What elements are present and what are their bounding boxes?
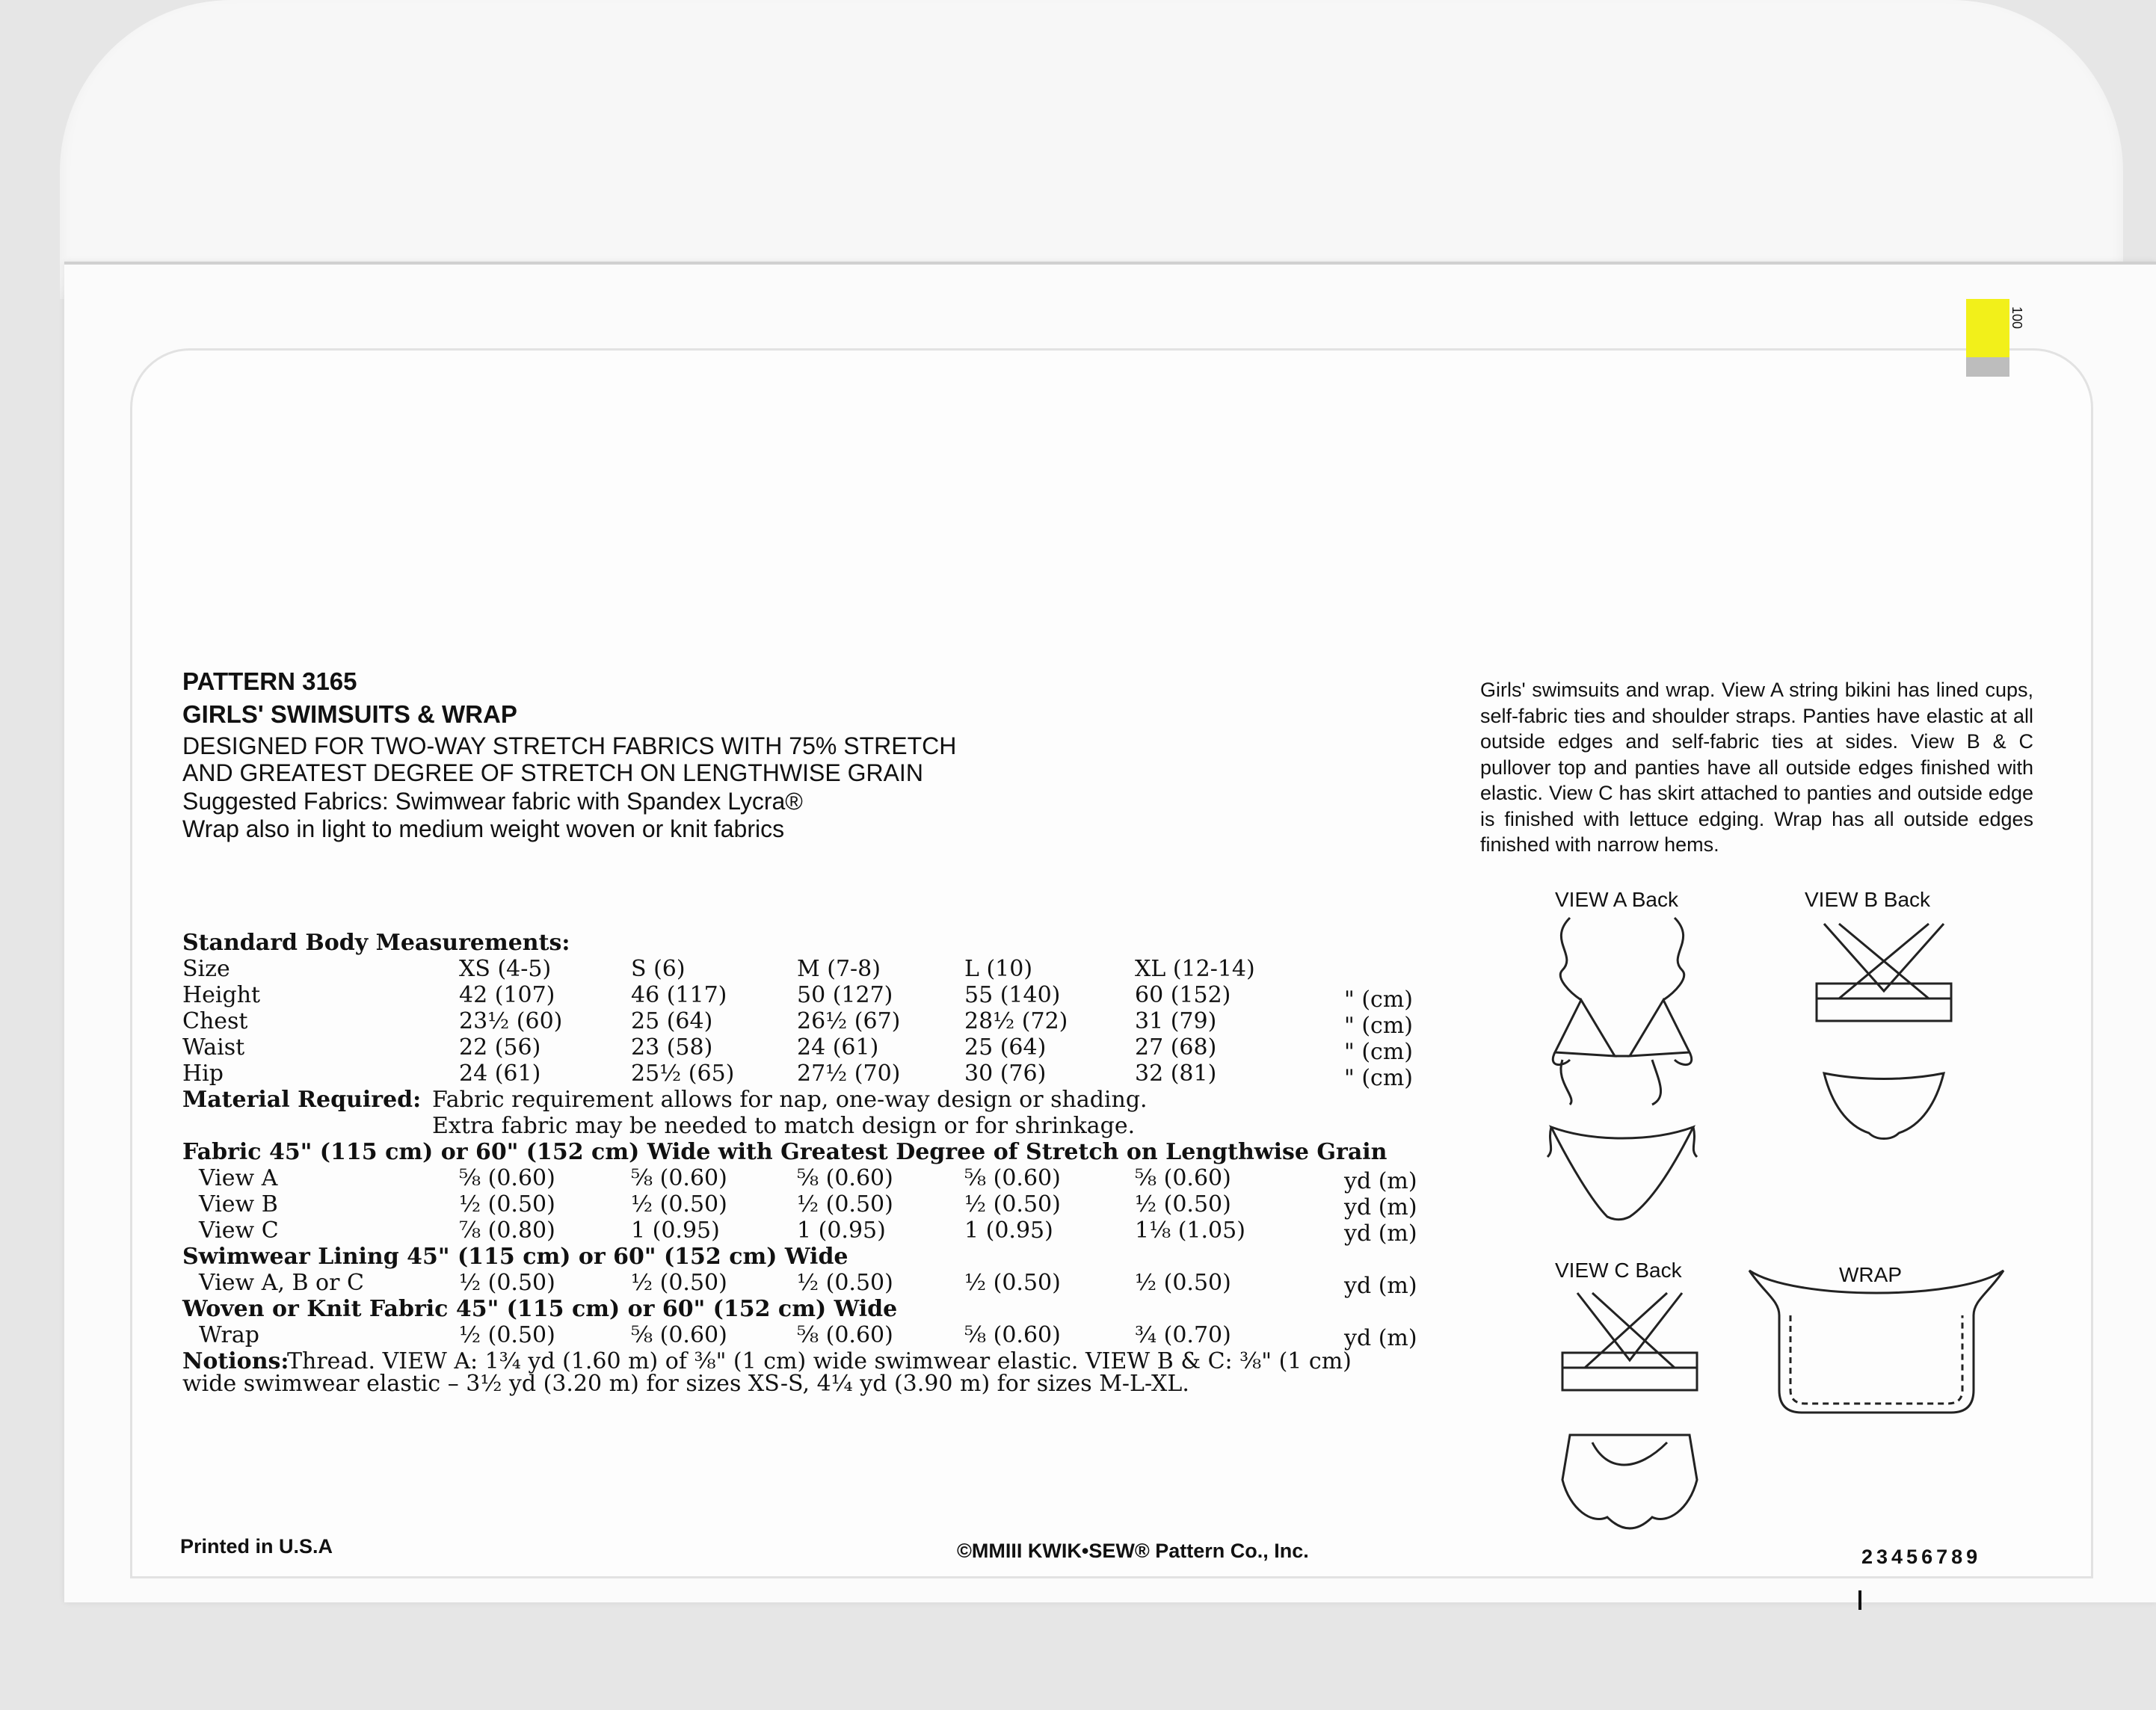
fabric-yardage-unit: yd (m) [1344, 1168, 1417, 1194]
fabric-yardage-row-label: View A [199, 1165, 278, 1191]
woven-yardage-cell: ¾ (0.70) [1135, 1322, 1231, 1348]
fabric-yardage-cell: 1 (0.95) [797, 1217, 886, 1244]
color-strip-number: 100 [2009, 306, 2024, 330]
measurement-cell: M (7-8) [797, 956, 881, 982]
notions-label: Notions: [182, 1348, 289, 1374]
measurements-heading: Standard Body Measurements: [182, 930, 570, 956]
woven-yardage-row-label: Wrap [199, 1322, 259, 1348]
fabric-yardage-cell: ½ (0.50) [1135, 1191, 1231, 1217]
measurement-cell: 55 (140) [964, 982, 1061, 1008]
measurement-cell: 24 (61) [797, 1034, 879, 1061]
registration-tick [1858, 1590, 1861, 1610]
stretch-note-2: AND GREATEST DEGREE OF STRETCH ON LENGTHWISE GRAIN [182, 759, 923, 786]
view-c-top-sketch [1562, 1293, 1697, 1532]
measurement-cell: 26½ (67) [797, 1008, 901, 1034]
woven-yardage-cell: ½ (0.50) [459, 1322, 555, 1348]
fabric-yardage-cell: 1 (0.95) [631, 1217, 720, 1244]
measurement-unit: " (cm) [1344, 1013, 1413, 1039]
measurement-row-label: Hip [182, 1061, 224, 1087]
view-c-back-label: VIEW C Back [1555, 1259, 1682, 1282]
fabric-yardage-heading: Fabric 45" (115 cm) or 60" (152 cm) Wide with Greatest Degree of Stretch on Lengthwise Grain [182, 1139, 1387, 1165]
color-strip-gray [1966, 357, 2009, 377]
view-b-top-sketch [1817, 924, 1951, 1163]
measurement-cell: 25 (64) [964, 1034, 1047, 1061]
fabric-yardage-cell: ⅝ (0.60) [797, 1165, 893, 1191]
measurement-cell: 46 (117) [631, 982, 727, 1008]
fabric-yardage-cell: ⅝ (0.60) [459, 1165, 555, 1191]
fabric-yardage-cell: ½ (0.50) [631, 1191, 727, 1217]
measurement-cell: 50 (127) [797, 982, 893, 1008]
woven-yardage-unit: yd (m) [1344, 1325, 1417, 1351]
material-required-label: Material Required: [182, 1087, 422, 1113]
measurement-cell: 25½ (65) [631, 1061, 735, 1087]
measurement-row-label: Height [182, 982, 261, 1008]
print-run-numbers: 23456789 [1861, 1546, 1982, 1568]
fabric-yardage-cell: ½ (0.50) [459, 1191, 555, 1217]
measurement-cell: 31 (79) [1135, 1008, 1217, 1034]
measurement-row-label: Size [182, 956, 230, 982]
measurement-cell: 23½ (60) [459, 1008, 563, 1034]
measurement-unit: " (cm) [1344, 1039, 1413, 1065]
woven-yardage-cell: ⅝ (0.60) [797, 1322, 893, 1348]
printed-in-usa: Printed in U.S.A [180, 1535, 333, 1558]
woven-yardage-heading: Woven or Knit Fabric 45" (115 cm) or 60" (152 cm) Wide [182, 1296, 898, 1322]
wrap-sketch [1749, 1271, 2003, 1420]
measurement-cell: S (6) [631, 956, 686, 982]
view-a-bikini-sketch [1547, 918, 1697, 1247]
measurement-cell: 32 (81) [1135, 1061, 1217, 1087]
lining-yardage-cell: ½ (0.50) [1135, 1270, 1231, 1296]
lining-yardage-heading: Swimwear Lining 45" (115 cm) or 60" (152 cm) Wide [182, 1244, 848, 1270]
fabric-yardage-row-label: View B [199, 1191, 278, 1217]
measurement-cell: 24 (61) [459, 1061, 541, 1087]
fabric-yardage-cell: 1⅛ (1.05) [1135, 1217, 1245, 1244]
pattern-number: PATTERN 3165 [182, 667, 357, 695]
fabric-yardage-unit: yd (m) [1344, 1194, 1417, 1220]
measurement-unit: " (cm) [1344, 987, 1413, 1013]
stretch-note-1: DESIGNED FOR TWO-WAY STRETCH FABRICS WITH 75% STRETCH [182, 732, 957, 759]
view-b-back-label: VIEW B Back [1805, 888, 1931, 911]
notions-text-1: Thread. VIEW A: 1¾ yd (1.60 m) of ⅜" (1 cm) wide swimwear elastic. VIEW B & C: ⅜" (1 cm) [287, 1348, 1352, 1374]
fabric-yardage-unit: yd (m) [1344, 1220, 1417, 1247]
measurement-cell: 30 (76) [964, 1061, 1047, 1087]
measurement-row-label: Chest [182, 1008, 248, 1034]
color-strip [1966, 299, 2009, 357]
lining-yardage-cell: ½ (0.50) [964, 1270, 1061, 1296]
suggested-fabrics: Suggested Fabrics: Swimwear fabric with Spandex Lycra® [182, 788, 803, 815]
measurement-cell: 27 (68) [1135, 1034, 1217, 1061]
measurement-cell: XS (4-5) [459, 956, 552, 982]
material-required-text-2: Extra fabric may be needed to match design or for shrinkage. [432, 1113, 1136, 1139]
pattern-description: Girls' swimsuits and wrap. View A string bikini has lined cups, self-fabric ties and shoulder straps. Panties have elastic at all outside edges and self-fabric ties at sides. View B & C pullover top and panties have all outside edges finished with elastic. View C has skirt attached to panties and outside edge is finished with lettuce edging. Wrap has all outside edges finished with narrow hems. [1480, 679, 2033, 856]
measurement-cell: 23 (58) [631, 1034, 713, 1061]
fabric-yardage-cell: ⅝ (0.60) [1135, 1165, 1231, 1191]
fabric-yardage-cell: ⅞ (0.80) [459, 1217, 555, 1244]
fabric-yardage-row-label: View C [199, 1217, 279, 1244]
view-a-back-label: VIEW A Back [1555, 888, 1678, 911]
fabric-yardage-cell: ½ (0.50) [797, 1191, 893, 1217]
measurement-cell: 60 (152) [1135, 982, 1231, 1008]
copyright-notice: ©MMIII KWIK•SEW® Pattern Co., Inc. [957, 1540, 1309, 1562]
fabric-yardage-cell: ½ (0.50) [964, 1191, 1061, 1217]
woven-yardage-cell: ⅝ (0.60) [964, 1322, 1061, 1348]
woven-yardage-cell: ⅝ (0.60) [631, 1322, 727, 1348]
lining-yardage-cell: ½ (0.50) [459, 1270, 555, 1296]
material-required-text-1: Fabric requirement allows for nap, one-way design or shading. [432, 1087, 1148, 1113]
lining-yardage-unit: yd (m) [1344, 1273, 1417, 1299]
fabric-yardage-cell: ⅝ (0.60) [964, 1165, 1061, 1191]
measurement-cell: 22 (56) [459, 1034, 541, 1061]
fabric-yardage-cell: 1 (0.95) [964, 1217, 1053, 1244]
measurement-cell: 28½ (72) [964, 1008, 1068, 1034]
wrap-label: WRAP [1839, 1263, 1902, 1286]
measurement-unit: " (cm) [1344, 1065, 1413, 1091]
notions-text-2: wide swimwear elastic – 3½ yd (3.20 m) for sizes XS-S, 4¼ yd (3.90 m) for sizes M-L-XL. [182, 1371, 1189, 1397]
envelope-flap [60, 0, 2123, 299]
measurement-cell: 25 (64) [631, 1008, 713, 1034]
measurement-cell: XL (12-14) [1135, 956, 1255, 982]
pattern-title: GIRLS' SWIMSUITS & WRAP [182, 700, 517, 728]
lining-yardage-row-label: View A, B or C [199, 1270, 364, 1296]
measurement-cell: 27½ (70) [797, 1061, 901, 1087]
wrap-fabrics: Wrap also in light to medium weight woven or knit fabrics [182, 815, 785, 842]
measurement-cell: L (10) [964, 956, 1033, 982]
measurement-cell: 42 (107) [459, 982, 555, 1008]
measurement-row-label: Waist [182, 1034, 245, 1061]
fabric-yardage-cell: ⅝ (0.60) [631, 1165, 727, 1191]
lining-yardage-cell: ½ (0.50) [631, 1270, 727, 1296]
lining-yardage-cell: ½ (0.50) [797, 1270, 893, 1296]
